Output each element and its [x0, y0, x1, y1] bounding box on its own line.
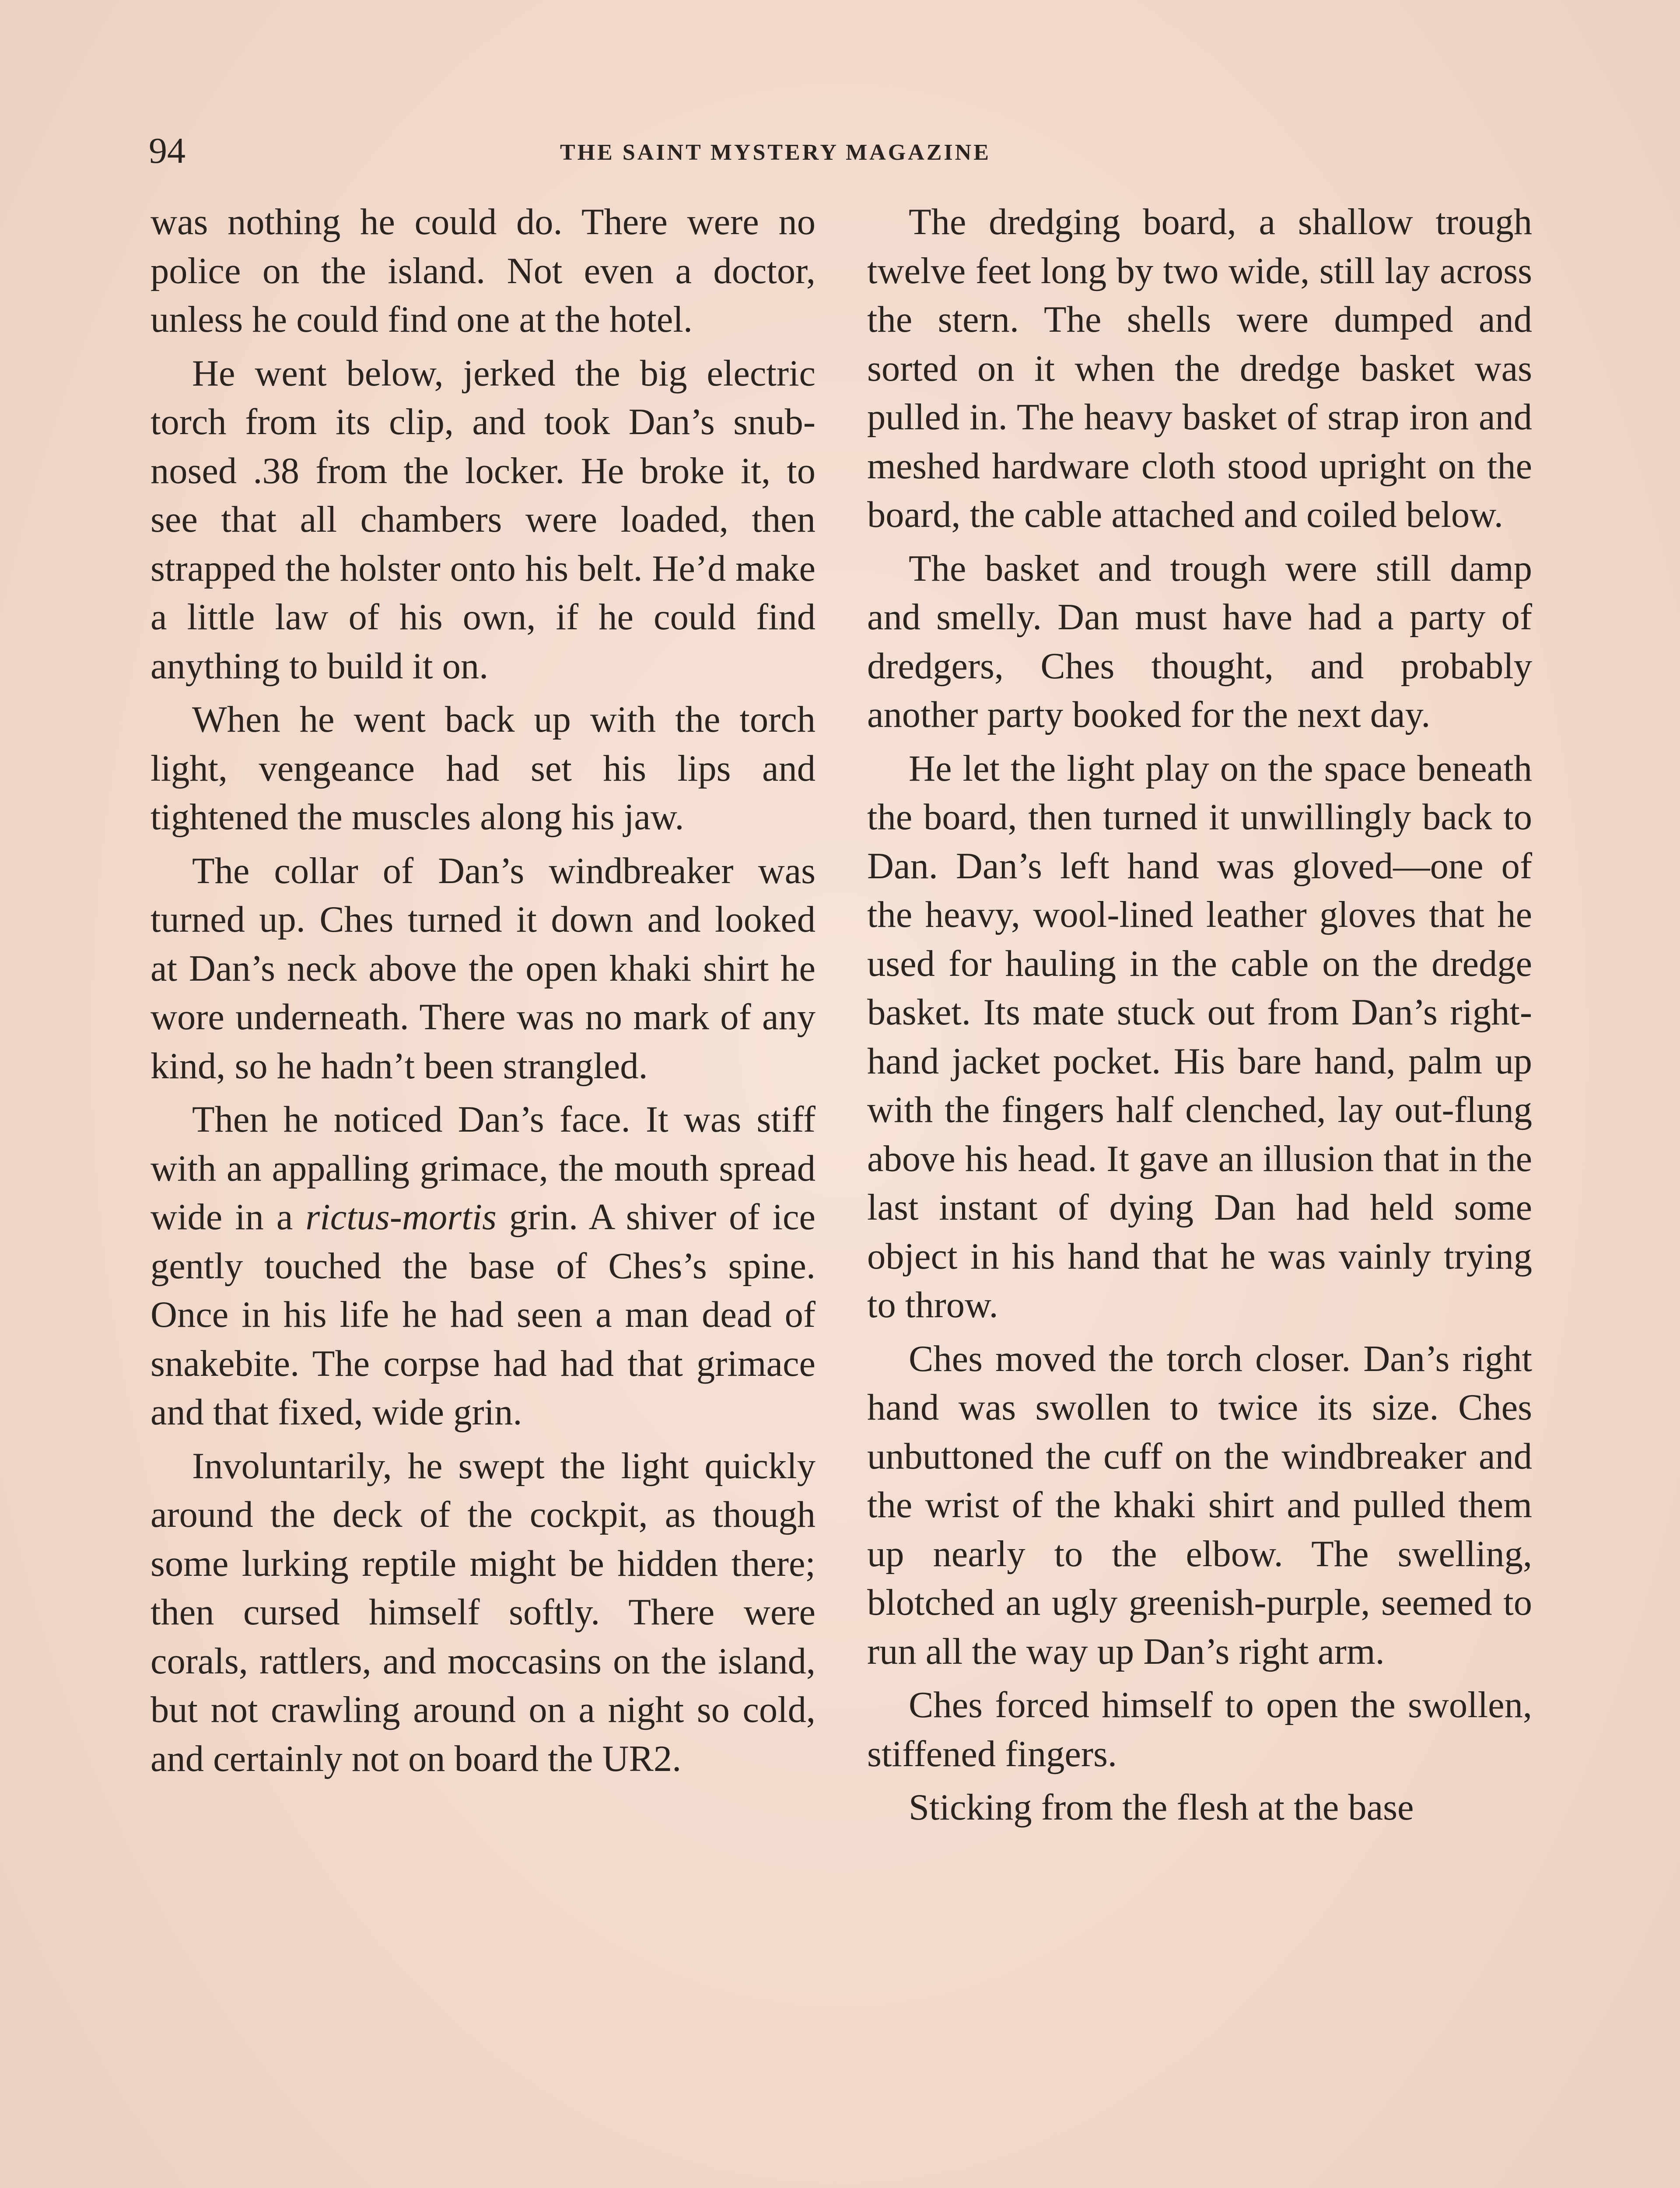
paragraph: The dredging board, a shallow trough twelve feet long by two wide, still lay across the stern. The shells were dumped and sorted on it when the dredge basket was pulled in. The heavy basket of strap iron and meshed hardware cloth stood upright on the board, the cable attached and coiled below. [867, 202, 1532, 535]
paragraph: He went below, jerked the big electric torch from its clip, and took Dan’s snub-nosed .38 from the locker. He broke it, to see that all chambers were loaded, then strapped the holster onto his belt. He’d make a little law of his own, if he could find anything to build it on. [150, 353, 816, 687]
paragraph: Involuntarily, he swept the light quickly around the deck of the cockpit, as though some lurking reptile might be hidden there; then cursed himself softly. There were corals, rattlers, and moccasins on the island, but not crawling around on a night so cold, and certainly not on board the UR2. [150, 1445, 816, 1779]
paragraph: Sticking from the flesh at the base [909, 1787, 1414, 1828]
page-number: 94 [149, 130, 186, 171]
paragraph: The collar of Dan’s windbreaker was turned up. Ches turned it down and looked at Dan’s neck above the open khaki shirt he wore underneath. There was no mark of any kind, so he hadn’t been strangled. [150, 850, 816, 1087]
page-header [149, 127, 1540, 179]
paragraph: Ches forced himself to open the swollen, stiffened fingers. [867, 1685, 1532, 1774]
paragraph-text: Then he noticed Dan’s face. It was stiff with an appalling grimace, the mouth spread wide in a [150, 1099, 816, 1238]
paragraph [150, 1095, 816, 1437]
right-column [867, 198, 1532, 1837]
paragraph: Ches moved the torch closer. Dan’s right hand was swollen to twice its size. Ches unbuttoned the cuff on the windbreaker and the wrist of the khaki shirt and pulled them up nearly to the elbow. The swelling, blotched an ugly greenish-purple, seemed to run all the way up Dan’s right arm. [867, 1338, 1532, 1672]
paragraph: was nothing he could do. There were no police on the island. Not even a doctor, unless he could find one at the hotel. [150, 202, 816, 340]
paragraph: He let the light play on the space beneath the board, then turned it unwillingly back to Dan. Dan’s left hand was gloved—one of the heavy, wool-lined leather gloves that he used for hauling in the cable on the dredge basket. Its mate stuck out from Dan’s right-hand jacket pocket. His bare hand, palm up with the fingers half clenched, lay out-flung above his head. It gave an illusion that in the last instant of dying Dan had held some object in his hand that he was vainly trying to throw. [867, 748, 1532, 1325]
paragraph-text: grin. A shiver of ice gently touched the base of Ches’s spine. Once in his life he had seen a man dead of snakebite. The corpse had had that grimace and that fixed, wide grin. [150, 1197, 816, 1433]
italic-term: rictus-mortis [305, 1197, 497, 1238]
paragraph: The basket and trough were still damp and smelly. Dan must have had a party of dredgers, Ches thought, and probably another party booked for the next day. [867, 548, 1532, 735]
left-column [150, 198, 816, 1788]
running-head: THE SAINT MYSTERY MAGAZINE [560, 140, 991, 165]
paragraph: When he went back up with the torch light, vengeance had set his lips and tightened the muscles along his jaw. [150, 699, 816, 838]
